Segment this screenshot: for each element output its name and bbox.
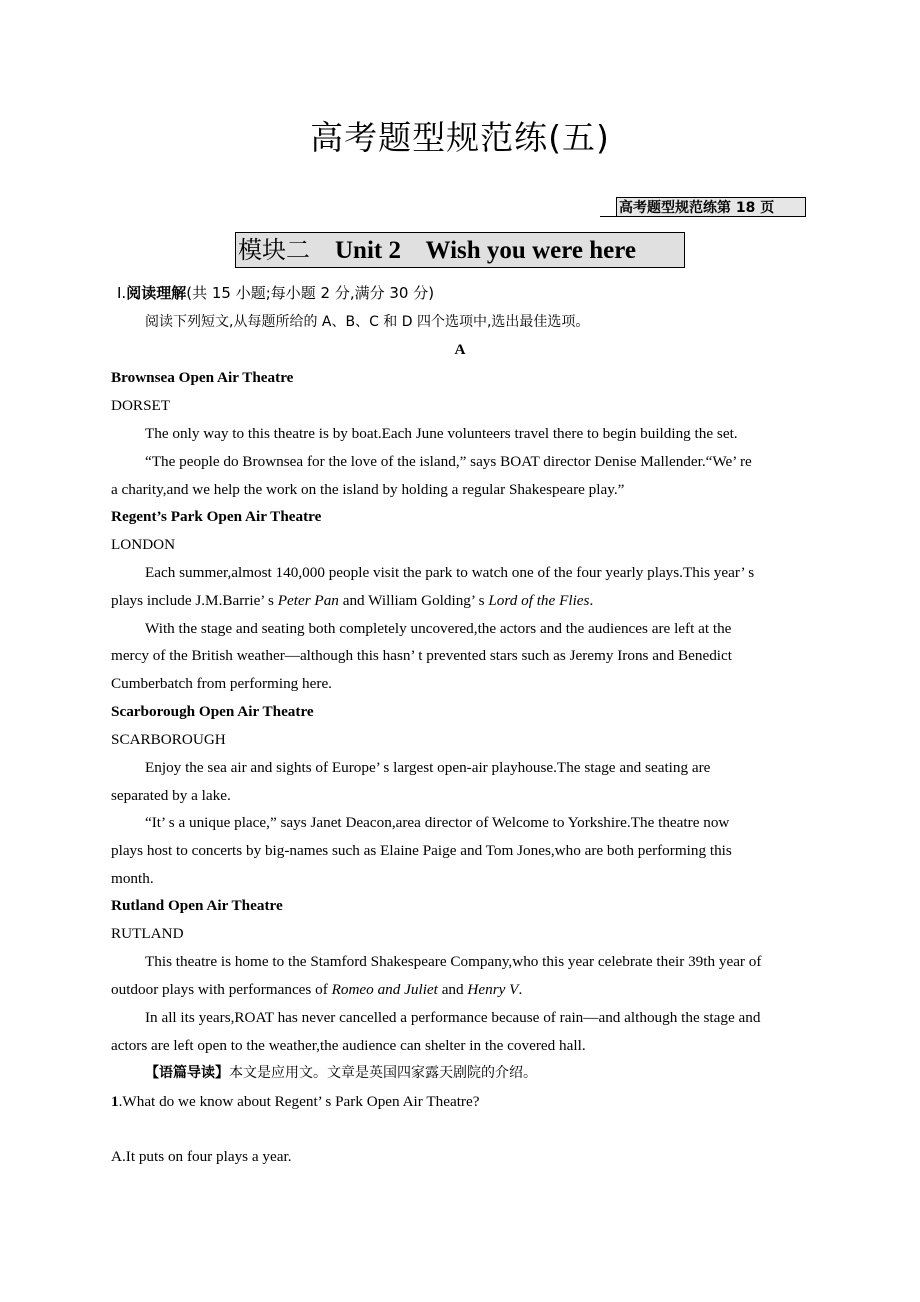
theatre-name: Brownsea Open Air Theatre xyxy=(111,369,294,386)
section-number: Ⅰ. xyxy=(117,284,127,302)
paragraph-line: This theatre is home to the Stamford Shakespeare Company,who this year celebrate their 39th year of xyxy=(145,953,762,970)
text-run: and William Golding’ s xyxy=(338,592,489,609)
section-name: 阅读理解 xyxy=(126,284,187,302)
theatre-name: Regent’s Park Open Air Theatre xyxy=(111,508,322,525)
text-run: plays include J.M.Barrie’ s xyxy=(111,592,278,609)
paragraph-line: actors are left open to the weather,the audience can shelter in the covered hall. xyxy=(111,1037,586,1054)
theatre-place: SCARBOROUGH xyxy=(111,731,226,748)
theatre-name: Rutland Open Air Theatre xyxy=(111,897,283,914)
text-run: . xyxy=(518,981,523,998)
passage-label: A xyxy=(454,341,466,358)
paragraph-line xyxy=(111,591,593,611)
module-unit: Unit 2 xyxy=(335,237,401,264)
section-instruction: 阅读下列短文,从每题所给的 A、B、C 和 D 四个选项中,选出最佳选项。 xyxy=(145,314,590,330)
paragraph-line: In all its years,ROAT has never cancelled a performance because of rain—and although the stage and xyxy=(145,1009,761,1026)
page-reference-label: 高考题型规范练第 18 页 xyxy=(616,197,806,217)
page-reference-underline xyxy=(600,216,616,217)
paragraph-line: month. xyxy=(111,870,154,887)
paragraph-line: The only way to this theatre is by boat.Each June volunteers travel there to begin building the set. xyxy=(145,425,738,442)
text-run: outdoor plays with performances of xyxy=(111,981,332,998)
theatre-place: RUTLAND xyxy=(111,925,184,942)
paragraph-line: Cumberbatch from performing here. xyxy=(111,675,332,692)
play-title: Romeo and Juliet xyxy=(331,981,438,998)
paragraph-line: Enjoy the sea air and sights of Europe’ s largest open-air playhouse.The stage and seating are xyxy=(145,759,711,776)
theatre-place: LONDON xyxy=(111,536,176,553)
paragraph-line: a charity,and we help the work on the island by holding a regular Shakespeare play.” xyxy=(111,481,625,498)
paragraph-line: plays host to concerts by big-names such as Elaine Paige and Tom Jones,who are both performing this xyxy=(111,842,732,859)
paragraph-line: “It’ s a unique place,” says Janet Deacon,area director of Welcome to Yorkshire.The theatre now xyxy=(145,814,730,831)
section-heading xyxy=(117,282,434,303)
paragraph-line: With the stage and seating both completely uncovered,the actors and the audiences are left at the xyxy=(145,620,732,637)
section-detail: (共 15 小题;每小题 2 分,满分 30 分) xyxy=(186,284,435,302)
option-a[interactable]: A.It puts on four plays a year. xyxy=(111,1148,292,1165)
module-topic: Wish you were here xyxy=(425,237,636,264)
text-run: and xyxy=(437,981,468,998)
guide-text: 本文是应用文。文章是英国四家露天剧院的介绍。 xyxy=(229,1065,537,1081)
module-label: 模块二 xyxy=(238,236,310,264)
question-1 xyxy=(111,1092,479,1112)
play-title: Henry V xyxy=(467,981,519,998)
play-title: Lord of the Flies xyxy=(488,592,590,609)
paragraph-line: separated by a lake. xyxy=(111,787,231,804)
text-run: . xyxy=(589,592,594,609)
paragraph-line: mercy of the British weather—although this hasn’ t prevented stars such as Jeremy Irons and Benedict xyxy=(111,647,732,664)
passage-guide xyxy=(145,1063,537,1083)
paragraph-line: Each summer,almost 140,000 people visit the park to watch one of the four yearly plays.This year’ s xyxy=(145,564,755,581)
theatre-name: Scarborough Open Air Theatre xyxy=(111,703,314,720)
paragraph-line: “The people do Brownsea for the love of the island,” says BOAT director Denise Mallender.“We’ re xyxy=(145,453,752,470)
theatre-place: DORSET xyxy=(111,397,171,414)
paragraph-line xyxy=(111,980,522,1000)
guide-label: 【语篇导读】 xyxy=(145,1065,229,1081)
play-title: Peter Pan xyxy=(277,592,339,609)
page-title: 高考题型规范练(五) xyxy=(310,118,610,157)
question-number: 1 xyxy=(111,1093,119,1110)
module-heading xyxy=(235,232,685,268)
question-text: .What do we know about Regent’ s Park Open Air Theatre? xyxy=(118,1093,480,1110)
